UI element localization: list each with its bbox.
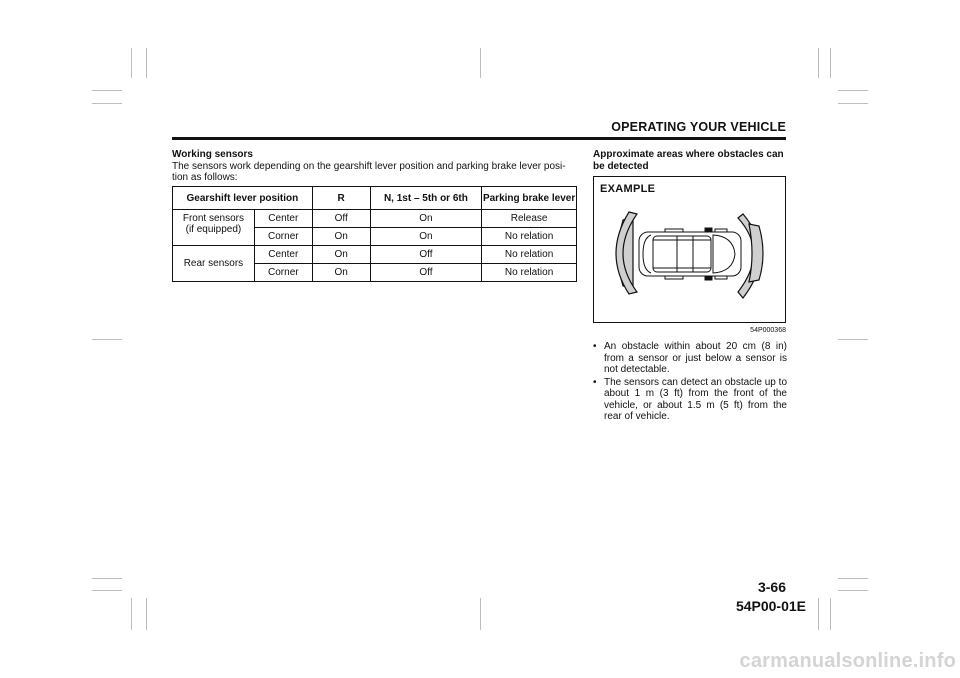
note-text: An obstacle within about 20 cm (8 in) from a sensor or just below a sensor is not detectable. (604, 341, 787, 375)
figure-code: 54P000368 (750, 327, 786, 334)
crop-mark (818, 598, 819, 630)
figure-label: EXAMPLE (600, 183, 656, 195)
crop-mark (131, 48, 132, 78)
crop-mark (92, 590, 122, 591)
crop-mark (480, 598, 481, 630)
list-item: • An obstacle within about 20 cm (8 in) from a sensor or just below a sensor is not detectable. (593, 341, 787, 375)
table-cell: Center (254, 210, 312, 228)
table-cell: Off (370, 246, 482, 264)
crop-mark (92, 103, 122, 104)
table-cell: Off (370, 264, 482, 282)
group-sublabel: (if equipped) (185, 224, 242, 235)
group-label: Front sensors (182, 213, 244, 224)
header-rule (172, 137, 786, 140)
notes-list (593, 341, 787, 424)
crop-mark (838, 103, 868, 104)
crop-mark (830, 598, 831, 630)
table-cell: On (312, 264, 370, 282)
table-cell: On (312, 228, 370, 246)
table-cell: Off (312, 210, 370, 228)
crop-mark (480, 48, 481, 78)
table-header-cell: R (312, 187, 370, 210)
table-header-row (173, 187, 577, 210)
table-cell: On (370, 228, 482, 246)
crop-mark (818, 48, 819, 78)
table-row (173, 210, 577, 228)
section-heading: Working sensors (172, 149, 253, 160)
sensor-group-rear (173, 246, 255, 282)
intro-paragraph: The sensors work depending on the gearshift lever position and parking brake lever posi-tion as follows: (172, 160, 566, 183)
table-cell: No relation (482, 246, 577, 264)
crop-mark (830, 48, 831, 78)
crop-mark (131, 598, 132, 630)
table-header-cell: N, 1st – 5th or 6th (370, 187, 482, 210)
table-cell: Center (254, 246, 312, 264)
page-number: 3-66 (757, 579, 786, 595)
note-text: The sensors can detect an obstacle up to about 1 m (3 ft) from the front of the vehicle, or about 1.5 m (5 ft) from the rear of vehicle. (604, 376, 787, 422)
left-column (172, 149, 577, 184)
table-cell: No relation (482, 228, 577, 246)
front-detection-zone (749, 224, 763, 282)
crop-mark (92, 578, 122, 579)
sensor-group-front (173, 210, 255, 246)
crop-mark (838, 590, 868, 591)
group-label: Rear sensors (183, 258, 244, 269)
watermark: carmanualsonline.info (739, 650, 956, 672)
table-header-cell: Parking brake lever (482, 187, 577, 210)
car-outline (639, 228, 741, 280)
table-header-cell: Gearshift lever position (173, 187, 313, 210)
table-cell: No relation (482, 264, 577, 282)
document-code: 54P00-01E (735, 598, 806, 614)
crop-mark (146, 598, 147, 630)
figure-heading: Approximate areas where obstacles can be detected (593, 149, 784, 172)
crop-mark (838, 578, 868, 579)
crop-mark (146, 48, 147, 78)
crop-mark (92, 339, 122, 340)
list-item: • The sensors can detect an obstacle up to about 1 m (3 ft) from the front of the vehicle, or about 1.5 m (5 ft) from the rear of vehicle. (593, 376, 787, 422)
table-row (173, 246, 577, 264)
table-cell: Release (482, 210, 577, 228)
table-cell: On (370, 210, 482, 228)
table-cell: Corner (254, 264, 312, 282)
table-cell: On (312, 246, 370, 264)
crop-mark (838, 90, 868, 91)
table-cell: Corner (254, 228, 312, 246)
car-detection-diagram (593, 176, 786, 323)
sensor-table (172, 186, 577, 282)
section-title: OPERATING YOUR VEHICLE (611, 120, 786, 134)
crop-mark (92, 90, 122, 91)
crop-mark (838, 339, 868, 340)
